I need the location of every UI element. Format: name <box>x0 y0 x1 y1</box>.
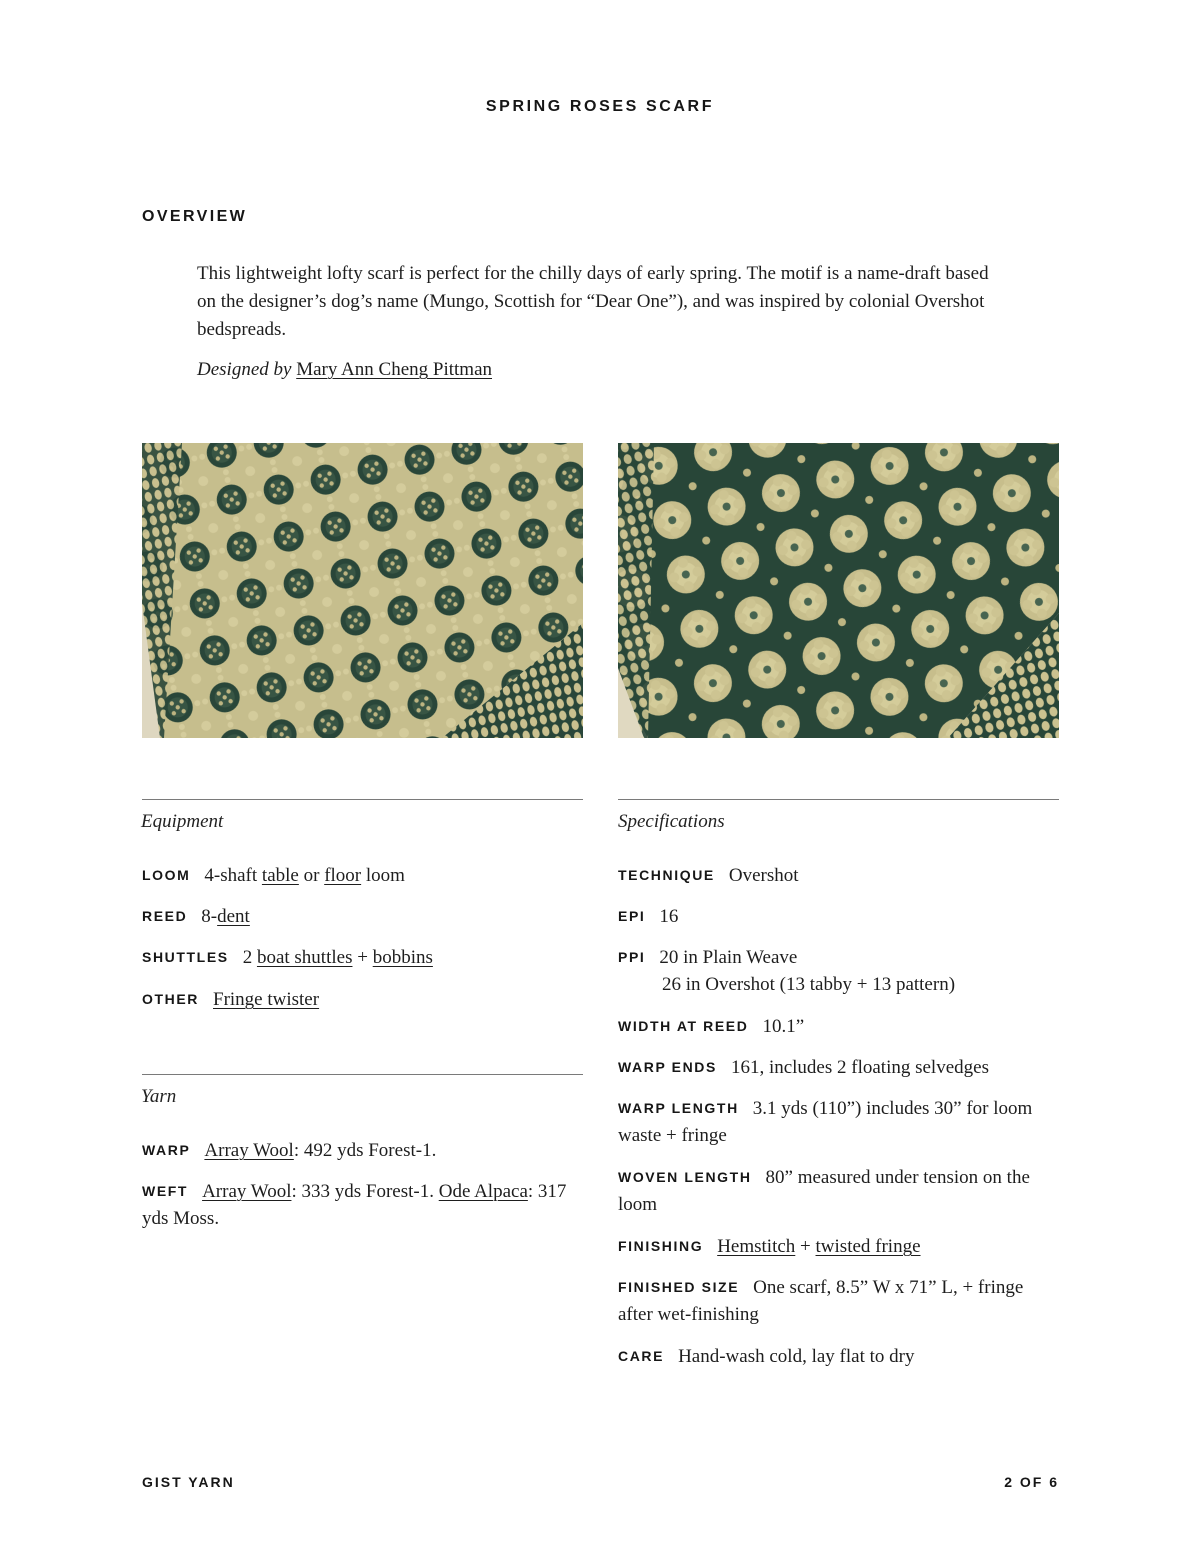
fringe-twister-link[interactable]: Fringe twister <box>213 989 320 1010</box>
footer-brand: GIST YARN <box>142 1474 235 1490</box>
technique-label: TECHNIQUE <box>618 867 715 883</box>
spec-epi <box>618 903 1063 930</box>
warp-ends-label: WARP ENDS <box>618 1059 717 1075</box>
ppi-value1: 20 in Plain Weave <box>659 947 798 968</box>
equipment-loom <box>142 862 587 889</box>
spec-ppi <box>618 944 1063 998</box>
weft-text2: : 317 yds Moss. <box>142 1181 567 1229</box>
spec-finished-size <box>618 1274 1058 1328</box>
weft-text1: : 333 yds Forest-1. <box>291 1181 434 1202</box>
reed-label: REED <box>142 908 188 924</box>
document-title: SPRING ROSES SCARF <box>485 98 715 115</box>
finished-size-label: FINISHED SIZE <box>618 1279 740 1295</box>
care-label: CARE <box>618 1348 665 1364</box>
yarn-warp <box>142 1137 587 1164</box>
bobbins-link[interactable]: bobbins <box>372 947 433 968</box>
scarf-photo-right-image <box>618 443 1059 738</box>
yarn-heading: Yarn <box>141 1086 177 1107</box>
twisted-fringe-link[interactable]: twisted fringe <box>815 1236 921 1257</box>
equipment-reed <box>142 903 587 930</box>
width-at-reed-label: WIDTH AT REED <box>618 1018 749 1034</box>
woven-length-label: WOVEN LENGTH <box>618 1169 752 1185</box>
equipment-divider <box>142 799 583 800</box>
equipment-heading: Equipment <box>141 811 224 832</box>
hemstitch-link[interactable]: Hemstitch <box>717 1236 796 1257</box>
spec-width-at-reed <box>618 1013 1063 1040</box>
loom-post: loom <box>365 865 405 886</box>
weft-label: WEFT <box>142 1183 189 1199</box>
warp-label: WARP <box>142 1142 191 1158</box>
equipment-other <box>142 986 587 1013</box>
scarf-photo-right <box>618 443 1059 738</box>
finishing-mid: + <box>800 1236 811 1257</box>
warp-text: : 492 yds Forest-1. <box>293 1140 437 1161</box>
finished-size-value: One scarf, 8.5” W x 71” L, + fringe after wet-finishing <box>618 1277 1024 1325</box>
warp-ends-value: 161, includes 2 floating selvedges <box>730 1057 989 1078</box>
warp-length-value: 3.1 yds (110”) includes 30” for loom waste + fringe <box>618 1098 1033 1146</box>
equipment-shuttles <box>142 944 587 971</box>
shuttles-label: SHUTTLES <box>142 949 229 965</box>
yarn-weft <box>142 1178 587 1232</box>
loom-label: LOOM <box>142 867 191 883</box>
reed-pre: 8- <box>201 906 218 927</box>
specifications-divider <box>618 799 1059 800</box>
spec-woven-length <box>618 1164 1063 1218</box>
scarf-photo-left <box>142 443 583 738</box>
designed-by-label: Designed by <box>197 359 292 380</box>
spec-finishing <box>618 1233 1063 1260</box>
spec-warp-length <box>618 1095 1058 1149</box>
ppi-label: PPI <box>618 949 646 965</box>
boat-shuttles-link[interactable]: boat shuttles <box>256 947 353 968</box>
ppi-value2: 26 in Overshot (13 tabby + 13 pattern) <box>662 974 956 995</box>
floor-loom-link[interactable]: floor <box>324 865 362 886</box>
table-loom-link[interactable]: table <box>261 865 299 886</box>
shuttles-mid: + <box>357 947 368 968</box>
width-at-reed-value: 10.1” <box>762 1016 805 1037</box>
dent-link[interactable]: dent <box>217 906 250 927</box>
designer-link[interactable]: Mary Ann Cheng Pittman <box>296 359 493 380</box>
woven-length-value: 80” measured under tension on the loom <box>618 1167 1030 1215</box>
spec-care <box>618 1343 1063 1370</box>
spec-technique <box>618 862 1063 889</box>
loom-pre: 4-shaft <box>204 865 258 886</box>
epi-label: EPI <box>618 908 646 924</box>
designed-by-line <box>197 356 492 384</box>
technique-value: Overshot <box>728 865 799 886</box>
warp-length-label: WARP LENGTH <box>618 1100 739 1116</box>
overview-paragraph: This lightweight lofty scarf is perfect for the chilly days of early spring. The motif is a name-draft based on the designer’s dog’s name (Mungo, Scottish for “Dear One”), and was inspired by colonial Overshot bedspreads. <box>197 263 989 340</box>
care-value: Hand-wash cold, lay flat to dry <box>678 1346 915 1367</box>
page-number: 2 OF 6 <box>1004 1474 1059 1490</box>
ode-alpaca-link[interactable]: Ode Alpaca <box>438 1181 528 1202</box>
spec-warp-ends <box>618 1054 1063 1081</box>
shuttles-pre: 2 <box>242 947 253 968</box>
loom-mid: or <box>303 865 320 886</box>
specifications-heading: Specifications <box>618 811 725 832</box>
array-wool-weft-link[interactable]: Array Wool <box>202 1181 292 1202</box>
overview-heading: OVERVIEW <box>142 208 248 225</box>
epi-value: 16 <box>659 906 679 927</box>
scarf-photo-left-image <box>142 443 583 738</box>
yarn-divider <box>142 1074 583 1075</box>
finishing-label: FINISHING <box>618 1238 704 1254</box>
array-wool-warp-link[interactable]: Array Wool <box>204 1140 294 1161</box>
other-label: OTHER <box>142 991 199 1007</box>
